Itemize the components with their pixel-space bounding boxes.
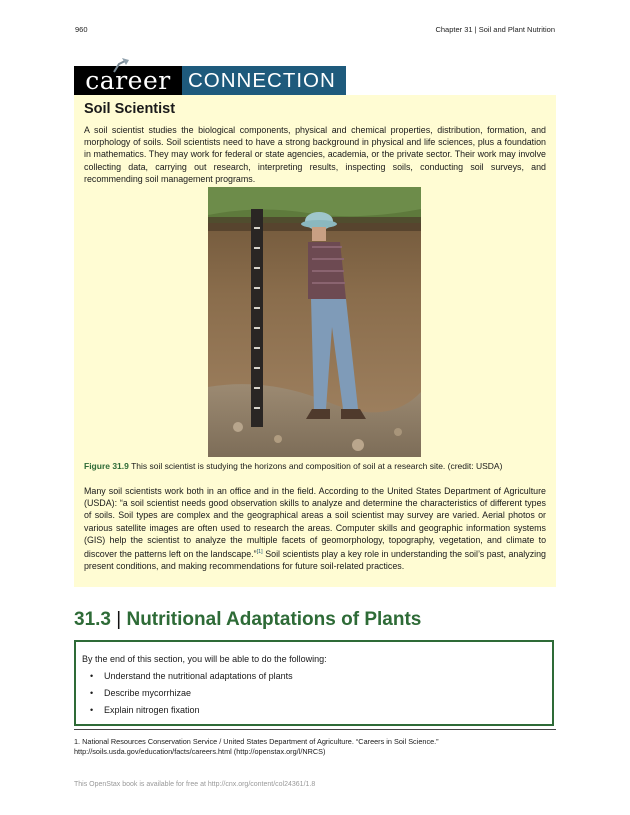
figure-caption [84, 460, 554, 472]
section-title: Nutritional Adaptations of Plants [126, 609, 422, 630]
footnote: 1. National Resources Conservation Service / United States Department of Agriculture. “Careers in Soil Science.” http://soils.usda.gov/education/facts/careers.html (http://openstax.org/l/NRCS) [74, 737, 439, 756]
footnote-reference-link[interactable]: [1] [256, 549, 263, 556]
lamp-icon [110, 58, 130, 74]
objectives-list [90, 670, 293, 721]
page-footer: This OpenStax book is available for free at http://cnx.org/content/col24361/1.8 [74, 781, 316, 788]
box-paragraph-1: A soil scientist studies the biological components, physical and chemical properties, distribution, formation, and morphology of soils. Soil scientists need to have a strong background in physical and life sciences, plus a foundation in mathematics. They may work for federal or state agencies, academia, or the private sector. Their work may involve collecting data, carrying out research, interpreting results, inspecting soils, conducting soil surveys, and recommending soil management programs. [84, 125, 546, 184]
box-paragraph-2-continuation: Soil scientists play a key role in understanding the soil’s past, analyzing present conditions, and making recommendations for future soil-related practices. [84, 548, 546, 572]
section-heading [74, 609, 421, 631]
footnote-divider [74, 729, 556, 730]
box-paragraph-2-text: Many soil scientists work both in an office and in the field. According to the United States Department of Agriculture (USDA): “a soil scientist needs good observation skills to analyze and determine the characteristics of different types of soils. Soil types are complex and the geographical areas a soil scientist may survey are varied. Aerial photos or various satellite images are often used to research the areas. Computer skills and geographic information systems (GIS) help the scientist to analyze the multiple facets of geomorphology, topography, vegetation, and climate to discover the patterns left on the landscape.” [84, 486, 546, 559]
objective-item: • Understand the nutritional adaptations of plants [90, 670, 293, 687]
connection-label: CONNECTION [188, 69, 336, 92]
objective-item: • Explain nitrogen fixation [90, 704, 293, 721]
soil-scientist-photo [208, 187, 421, 457]
learning-objectives-box [74, 640, 554, 726]
page-number: 960 [75, 25, 88, 34]
figure-label: Figure 31.9 [84, 461, 129, 471]
section-separator: | [116, 609, 122, 630]
box-title: Soil Scientist [84, 101, 176, 117]
running-head [75, 25, 555, 37]
section-number: 31.3 [74, 609, 111, 630]
box-paragraph-2 [84, 485, 546, 572]
chapter-title: Chapter 31 | Soil and Plant Nutrition [435, 25, 555, 34]
career-connection-banner [74, 66, 346, 95]
career-connection-box [74, 95, 556, 587]
career-logo-text: career [74, 66, 182, 95]
figure-caption-text: This soil scientist is studying the horizons and composition of soil at a research site. (credit: USDA) [131, 461, 503, 471]
objective-item: • Describe mycorrhizae [90, 687, 293, 704]
objectives-intro: By the end of this section, you will be able to do the following: [82, 654, 327, 664]
